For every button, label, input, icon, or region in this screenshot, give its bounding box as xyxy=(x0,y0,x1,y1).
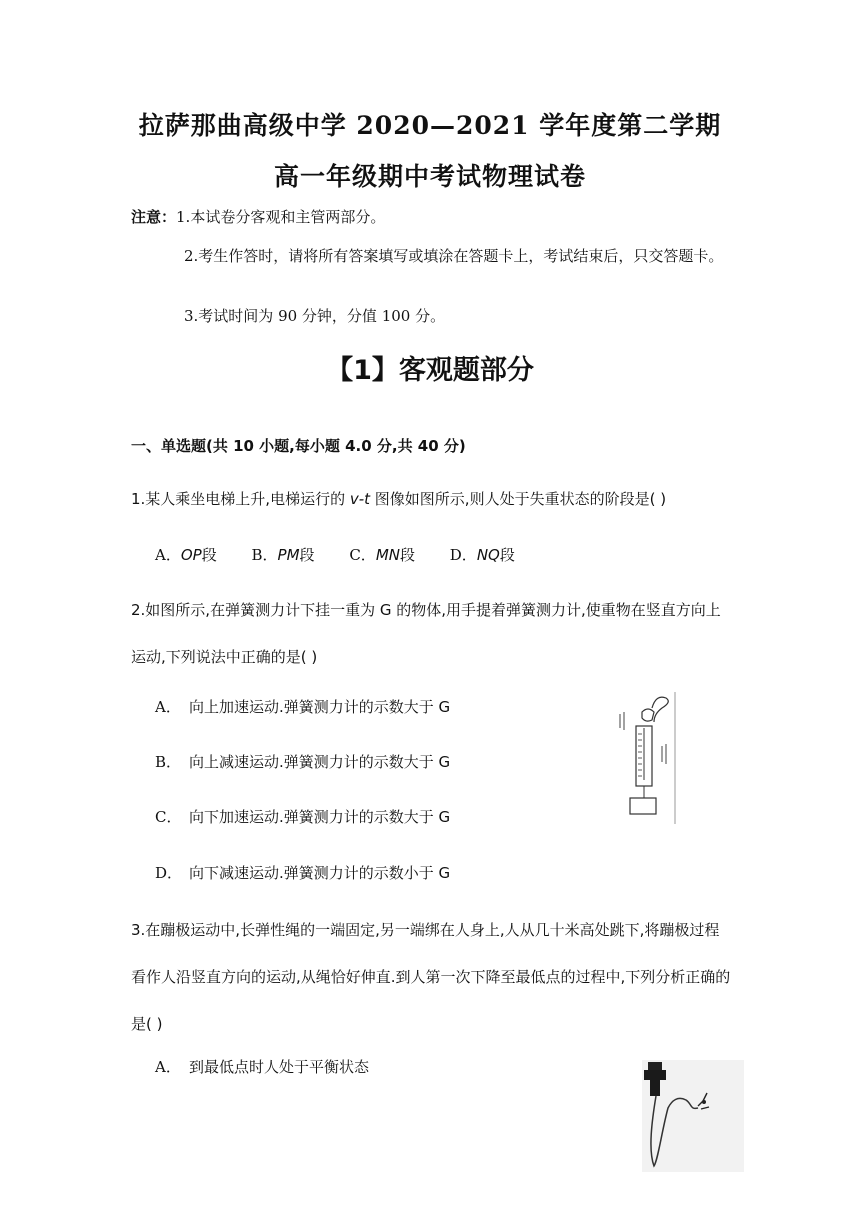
question-2-stem: 2.如图所示,在弹簧测力计下挂一重为 G 的物体,用手提着弹簧测力计,使重物在竖直方向上运动,下列说法中正确的是( ) xyxy=(131,601,721,666)
section-title: 【1】客观题部分 xyxy=(326,355,534,386)
question-1-stem: 1.某人乘坐电梯上升,电梯运行的 v-t 图像如图所示,则人处于失重状态的阶段是( ) xyxy=(131,490,667,508)
bungee-figure xyxy=(642,1060,744,1172)
q2-option-b[interactable]: B． 向上减速运动.弹簧测力计的示数大于 G xyxy=(155,753,451,771)
q2-option-c[interactable]: C． 向下加速运动.弹簧测力计的示数大于 G xyxy=(155,808,451,826)
exam-title-line2: 高一年级期中考试物理试卷 xyxy=(273,162,586,191)
notice-item1: 1.本试卷分客观和主管两部分。 xyxy=(176,208,386,226)
q2-option-a[interactable]: A． 向上加速运动.弹簧测力计的示数大于 G xyxy=(155,698,451,716)
q1-option-b[interactable]: B．PM段 xyxy=(251,546,315,564)
question-1-options xyxy=(155,544,545,565)
vt-variable: v-t xyxy=(349,490,371,508)
q2-option-d[interactable]: D． 向下减速运动.弹簧测力计的示数小于 G xyxy=(155,864,451,882)
q1-option-c[interactable]: C．MN段 xyxy=(349,546,415,564)
notice-item2: 2.考生作答时，请将所有答案填写或填涂在答题卡上，考试结束后，只交答题卡。 xyxy=(184,247,724,265)
question-3-stem: 3.在蹦极运动中,长弹性绳的一端固定,另一端绑在人身上,人从几十米高处跳下,将蹦极过程看作人沿竖直方向的运动,从绳恰好伸直.到人第一次下降至最低点的过程中,下列分析正确的是( ) xyxy=(131,921,731,1033)
notice-label: 注意： xyxy=(131,208,177,226)
notice-item3: 3.考试时间为 90 分钟，分值 100 分。 xyxy=(184,307,446,325)
q1-option-d[interactable]: D．NQ段 xyxy=(449,546,515,564)
q1-option-a[interactable]: A．OP段 xyxy=(155,546,217,564)
exam-title-line1: 拉萨那曲高级中学 2020—2021 学年度第二学期 xyxy=(138,111,722,140)
spring-scale-figure xyxy=(612,690,680,826)
part-heading: 一、单选题(共 10 小题,每小题 4.0 分,共 40 分) xyxy=(131,437,466,455)
notice-line1 xyxy=(131,205,385,229)
q3-option-a[interactable]: A． 到最低点时人处于平衡状态 xyxy=(155,1058,370,1076)
